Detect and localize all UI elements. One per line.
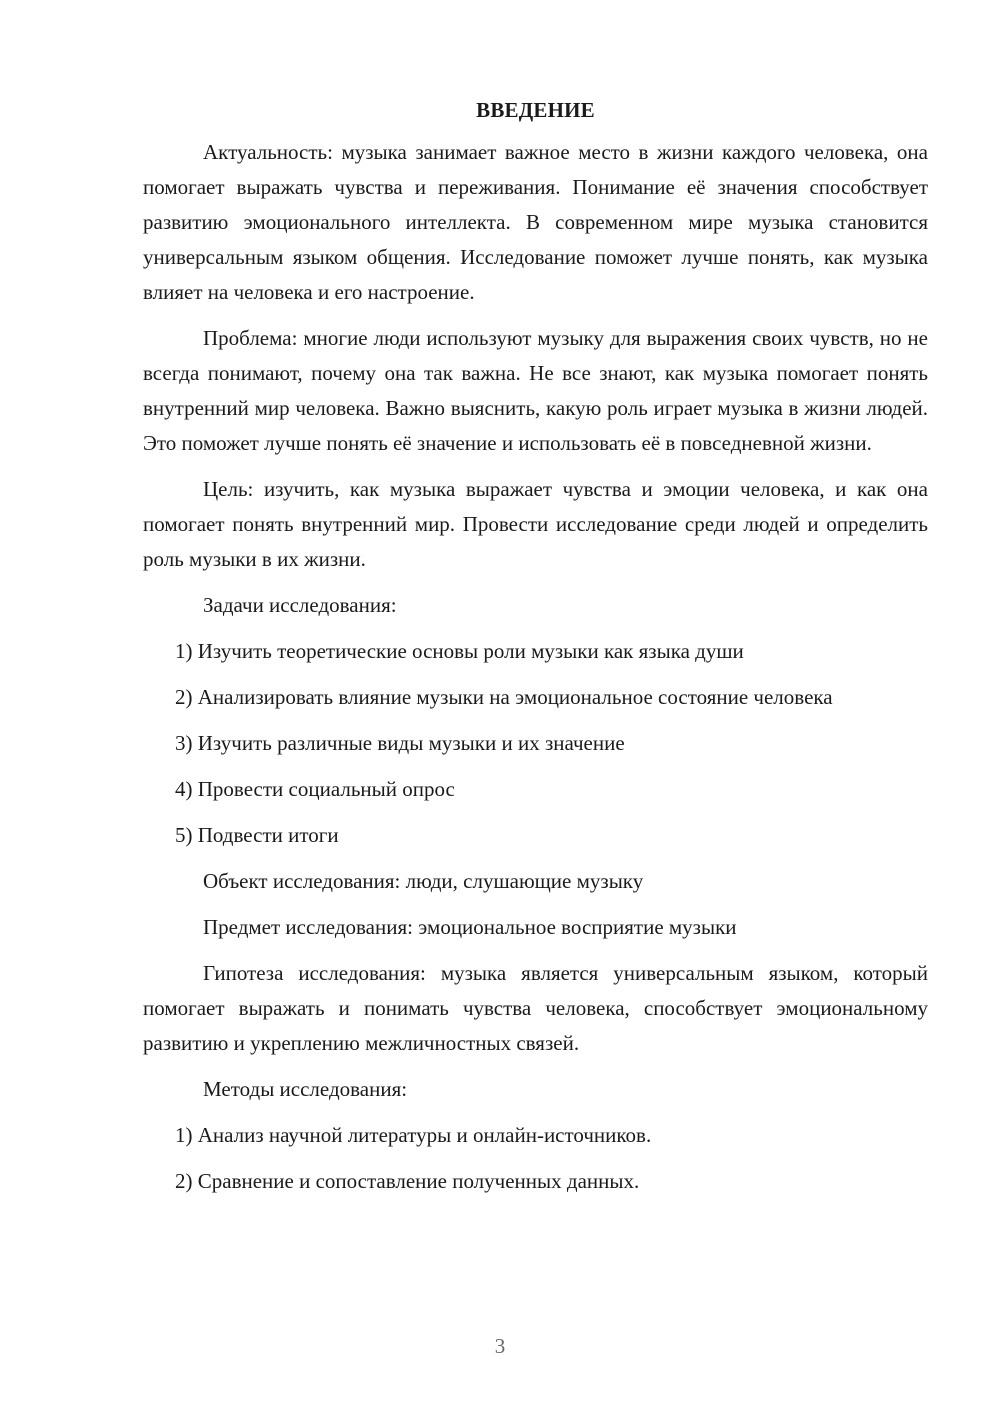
- task-item-2: 2) Анализировать влияние музыки на эмоциональное состояние человека: [175, 685, 833, 709]
- tasks-title: Задачи исследования:: [203, 593, 397, 617]
- relevance-paragraph: Актуальность: музыка занимает важное место в жизни каждого человека, она помогает выражать чувства и переживания. Понимание её значения способствует развитию эмоционального интеллекта. В современном мире музыка становится универсальным языком общения. Исследование поможет лучше понять, как музыка влияет на человека и его настроение.: [143, 140, 928, 304]
- problem-paragraph: Проблема: многие люди используют музыку для выражения своих чувств, но не всегда понимают, почему она так важна. Не все знают, как музыка помогает понять внутренний мир человека. Важно выяснить, какую роль играет музыка в жизни людей. Это поможет лучше понять её значение и использовать её в повседневной жизни.: [143, 326, 928, 455]
- task-item-3: 3) Изучить различные виды музыки и их значение: [175, 731, 625, 755]
- method-item-1: 1) Анализ научной литературы и онлайн-источников.: [175, 1123, 652, 1147]
- goal-paragraph: Цель: изучить, как музыка выражает чувства и эмоции человека, и как она помогает понять внутренний мир. Провести исследование среди людей и определить роль музыки в их жизни.: [143, 477, 928, 571]
- research-object: Объект исследования: люди, слушающие музыку: [203, 869, 644, 893]
- section-heading: ВВЕДЕНИЕ: [476, 98, 595, 122]
- page-number: 3: [494, 1334, 506, 1358]
- research-subject: Предмет исследования: эмоциональное восприятие музыки: [203, 915, 737, 939]
- methods-title: Методы исследования:: [203, 1077, 408, 1101]
- task-item-5: 5) Подвести итоги: [175, 823, 339, 847]
- task-item-4: 4) Провести социальный опрос: [175, 777, 455, 801]
- page-content: [143, 93, 928, 1210]
- hypothesis-paragraph: Гипотеза исследования: музыка является универсальным языком, который помогает выражать и понимать чувства человека, способствует эмоциональному развитию и укреплению межличностных связей.: [143, 961, 928, 1055]
- method-item-2: 2) Сравнение и сопоставление полученных данных.: [175, 1169, 640, 1193]
- task-item-1: 1) Изучить теоретические основы роли музыки как языка души: [175, 639, 744, 663]
